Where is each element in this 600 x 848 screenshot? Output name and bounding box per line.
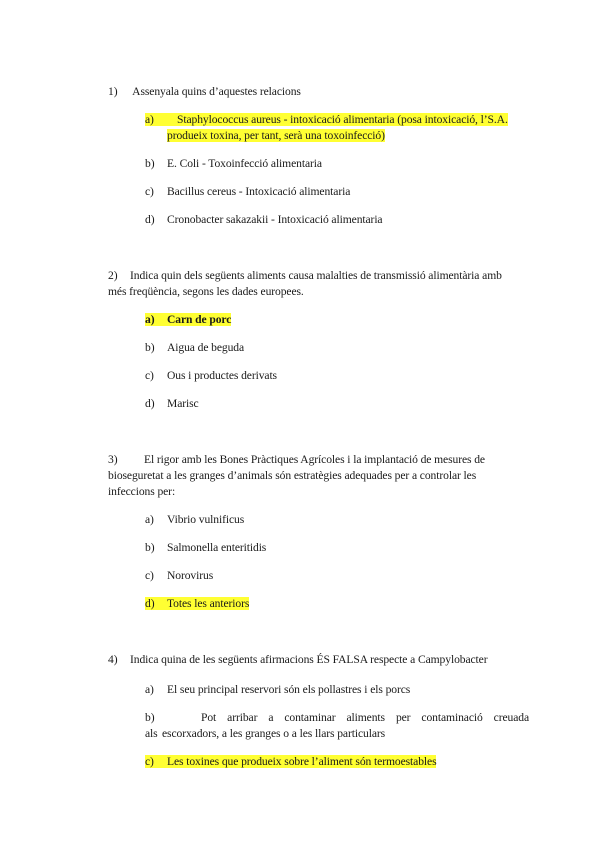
question-1 [108, 84, 528, 100]
option-letter: d) [145, 597, 155, 610]
question-3-line2 [108, 468, 528, 484]
option-text: Vibrio vulnificus [167, 513, 245, 526]
option-letter: c) [145, 755, 154, 768]
question-number: 1) [108, 85, 118, 98]
option-text: Marisc [167, 397, 199, 410]
option-text: Ous i productes derivats [167, 369, 277, 382]
option-2b [145, 340, 529, 356]
question-text-continued: bioseguretat a les granges d’animals són estratègies adequades per a controlar les [108, 469, 477, 482]
option-text: Les toxines que produeix sobre l’aliment són termoestables [167, 755, 437, 768]
option-text: El seu principal reservori són els pollastres i els porcs [167, 683, 411, 696]
question-text: Indica quina de les següents afirmacions ÉS FALSA respecte a Campylobacter [130, 653, 488, 666]
option-text: Staphylococcus aureus - intoxicació alimentaria (posa intoxicació, l’S.A. [177, 113, 508, 126]
option-1a [145, 112, 529, 128]
question-number: 3) [108, 453, 118, 466]
option-1b [145, 156, 529, 172]
question-text: El rigor amb les Bones Pràctiques Agrícoles i la implantació de mesures de [144, 453, 485, 466]
option-1c [145, 184, 529, 200]
option-4a [145, 682, 529, 698]
option-text: Pot arribar a contaminar aliments per contaminació creuada als [145, 711, 529, 740]
option-letter: c) [145, 369, 154, 382]
option-3a [145, 512, 529, 528]
option-letter: d) [145, 397, 155, 410]
option-text: Bacillus cereus - Intoxicació alimentaria [167, 185, 351, 198]
option-text: Cronobacter sakazakii - Intoxicació alimentaria [167, 213, 383, 226]
option-text: Norovirus [167, 569, 214, 582]
option-1a-continuation [167, 128, 527, 144]
option-letter: b) [145, 341, 155, 354]
option-text: Aigua de beguda [167, 341, 245, 354]
question-4 [108, 652, 528, 668]
option-3c [145, 568, 529, 584]
option-4c [145, 754, 529, 770]
question-text: Indica quin dels següents aliments causa malalties de transmissió alimentària amb [130, 269, 502, 282]
option-text-continued: escorxadors, a les granges o a les llars particulars [162, 727, 386, 740]
option-2d [145, 396, 529, 412]
option-text: Carn de porc [167, 313, 232, 326]
option-letter: c) [145, 185, 154, 198]
question-number: 4) [108, 653, 118, 666]
option-letter: a) [145, 113, 154, 126]
option-letter: a) [145, 313, 155, 326]
option-text-continued: produeix toxina, per tant, serà una toxoinfecció) [167, 129, 385, 142]
option-text: E. Coli - Toxoinfecció alimentaria [167, 157, 322, 170]
question-number: 2) [108, 269, 118, 282]
option-text: Salmonella enteritidis [167, 541, 267, 554]
option-letter: b) [145, 711, 155, 724]
option-text: Totes les anteriors [167, 597, 250, 610]
option-letter: c) [145, 569, 154, 582]
option-2a [145, 312, 529, 328]
option-letter: b) [145, 541, 155, 554]
option-letter: a) [145, 683, 154, 696]
option-4b-continuation [162, 726, 528, 742]
option-3b [145, 540, 529, 556]
option-letter: a) [145, 513, 154, 526]
question-text-continued: més freqüència, segons les dades europees. [108, 285, 304, 298]
option-3d [145, 596, 529, 612]
option-letter: d) [145, 213, 155, 226]
question-2 [108, 268, 528, 284]
option-letter: b) [145, 157, 155, 170]
question-3 [108, 452, 528, 468]
question-text-continued: infeccions per: [108, 485, 176, 498]
question-3-line3 [108, 484, 528, 500]
question-text: Assenyala quins d’aquestes relacions [132, 85, 301, 98]
option-2c [145, 368, 529, 384]
question-2-continuation [108, 284, 528, 300]
option-1d [145, 212, 529, 228]
